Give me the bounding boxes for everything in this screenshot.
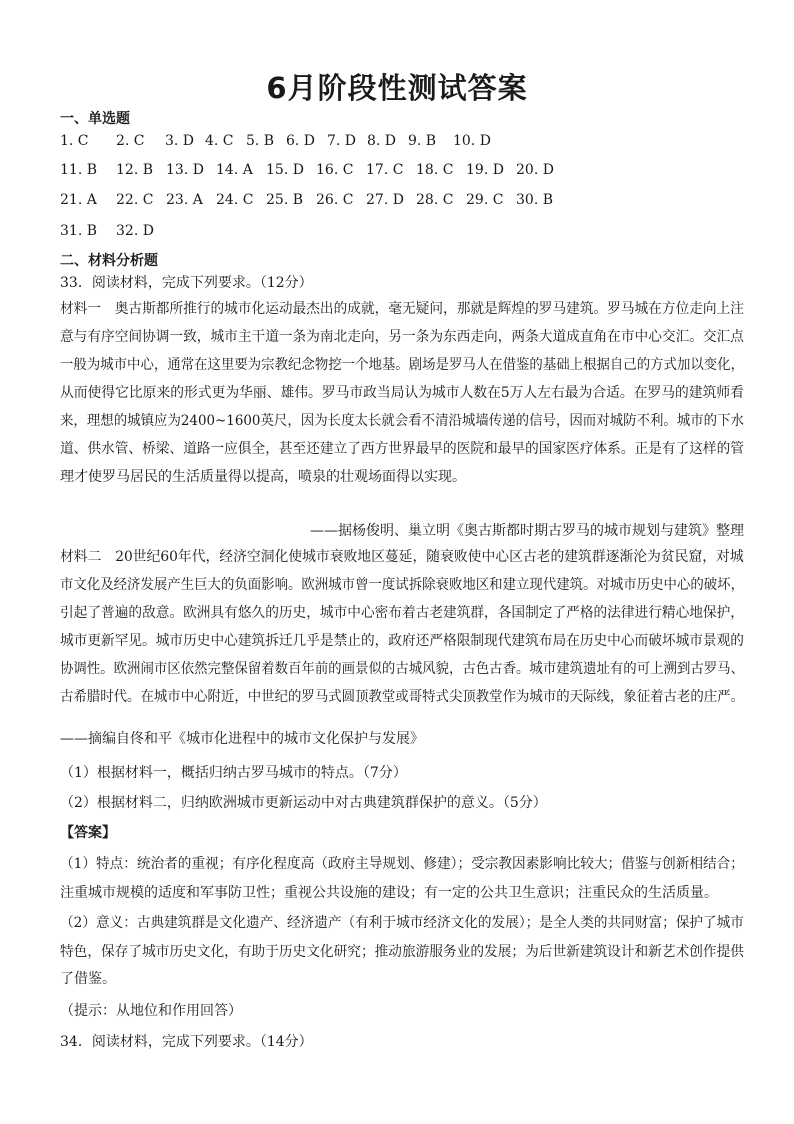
material-2-line: 城市更新罕见。城市历史中心建筑拆迁几乎是禁止的，政府还严格限制现代建筑布局在历史中心而破坏城市景观的 [60,633,744,649]
answer-item: 20. D [516,162,554,178]
material-1-line: 从而使得它比原来的形式更为华丽、雄伟。罗马市政当局认为城市人数在5万人左右最为合适。在罗马的建筑师看 [60,385,744,401]
answer-item: 3. D [165,133,195,149]
material-1-line: 道、供水管、桥梁、道路一应俱全，甚至还建立了西方世界最早的医院和最早的国家医疗体系。正是有了这样的管 [60,441,744,457]
answer-item: 5. B [246,133,275,149]
material-2-source: ——摘编自佟和平《城市化进程中的城市文化保护与发展》 [60,731,424,747]
answer-2-line: 了借鉴。 [60,971,116,987]
answer-item: 14. A [216,162,253,178]
answer-item: 7. D [327,133,357,149]
material-2-line: 引起了普遍的敌意。欧洲具有悠久的历史，城市中心密布着古老建筑群，各国制定了严格的法律进行精心地保护， [60,605,744,621]
answer-item: 21. A [60,192,97,208]
material-2-line: 材料二 20世纪60年代，经济空洞化使城市衰败地区蔓延，随衰败使中心区古老的建筑群逐渐沦为贫民窟，对城 [60,549,744,565]
answer-item: 23. A [166,192,203,208]
section-heading-material-analysis: 二、材料分析题 [60,253,158,269]
answer-item: 8. D [367,133,397,149]
answer-2-line: （2）意义：古典建筑群是文化遗产、经济遗产（有利于城市经济文化的发展）；是全人类的共同财富；保护了城市 [60,915,744,931]
material-1-line: 来，理想的城镇应为2400~1600英尺，因为长度太长就会看不清沿城墙传递的信号，因而对城防不利。城市的下水 [60,413,744,429]
question-34-prompt: 34．阅读材料，完成下列要求。（14分） [60,1034,313,1050]
material-1-source: ——据杨俊明、巢立明《奥古斯都时期古罗马的城市规划与建筑》整理 [310,523,744,539]
answer-item: 16. C [316,162,354,178]
answer-item: 18. C [416,162,454,178]
answer-item: 13. D [166,162,204,178]
sub-question-2: （2）根据材料二，归纳欧洲城市更新运动中对古典建筑群保护的意义。（5分） [60,795,547,811]
answer-2-line: 特色，保存了城市历史文化，有助于历史文化研究；推动旅游服务业的发展；为后世新建筑设计和新艺术创作提供 [60,944,744,960]
answer-item: 19. D [466,162,504,178]
answer-item: 24. C [216,192,254,208]
answer-item: 27. D [366,192,404,208]
material-1-line: 材料一 奥古斯都所推行的城市化运动最杰出的成就，毫无疑问，那就是辉煌的罗马建筑。罗马城在方位走向上注 [60,301,744,317]
answer-item: 15. D [266,162,304,178]
page-title: 6月阶段性测试答案 [266,71,528,105]
answer-hint: （提示：从地位和作用回答） [60,1003,242,1019]
answer-item: 30. B [516,192,554,208]
answer-item: 28. C [416,192,454,208]
answer-item: 6. D [286,133,316,149]
material-1-line: 一般为城市中心，通常在这里要为宗教纪念物挖一个地基。剧场是罗马人在借鉴的基础上根据自己的方式加以变化， [60,357,745,373]
answer-item: 11. B [60,162,98,178]
material-2-line: 协调性。欧洲闹市区依然完整保留着数百年前的画景似的古城风貌，古色古香。城市建筑遗址有的可上溯到古罗马、 [60,661,745,677]
answer-1-line: （1）特点：统治者的重视；有序化程度高（政府主导规划、修建）；受宗教因素影响比较大；借鉴与创新相结合； [60,856,744,872]
answer-1-line: 注重城市规模的适度和军事防卫性；重视公共设施的建设；有一定的公共卫生意识；注重民众的生活质量。 [60,885,718,901]
question-33-prompt: 33．阅读材料，完成下列要求。（12分） [60,275,313,291]
answer-item: 10. D [453,133,491,149]
material-1-line: 意与有序空间协调一致，城市主干道一条为南北走向，另一条为东西走向，两条大道成直角在市中心交汇。交汇点 [60,329,744,345]
answer-item: 29. C [466,192,504,208]
answer-item: 12. B [116,162,154,178]
answer-item: 4. C [205,133,234,149]
answer-item: 17. C [366,162,404,178]
material-1-line: 理才使罗马居民的生活质量得以提高，喷泉的壮观场面得以实现。 [60,469,466,485]
answer-item: 22. C [116,192,154,208]
answer-item: 31. B [60,223,98,239]
answer-item: 1. C [60,133,89,149]
answer-item: 9. B [408,133,437,149]
answer-item: 26. C [316,192,354,208]
sub-question-1: （1）根据材料一，概括归纳古罗马城市的特点。（7分） [60,765,407,781]
answer-item: 32. D [116,223,154,239]
section-heading-single-choice: 一、单选题 [60,111,130,127]
answer-label: 【答案】 [60,825,116,841]
answer-item: 25. B [266,192,304,208]
material-2-line: 市文化及经济发展产生巨大的负面影响。欧洲城市曾一度试拆除衰败地区和建立现代建筑。对城市历史中心的破坏， [60,577,745,593]
answer-item: 2. C [116,133,145,149]
material-2-line: 古希腊时代。在城市中心附近，中世纪的罗马式圆顶教堂或哥特式尖顶教堂作为城市的天际线，象征着古老的庄严。 [60,689,745,705]
